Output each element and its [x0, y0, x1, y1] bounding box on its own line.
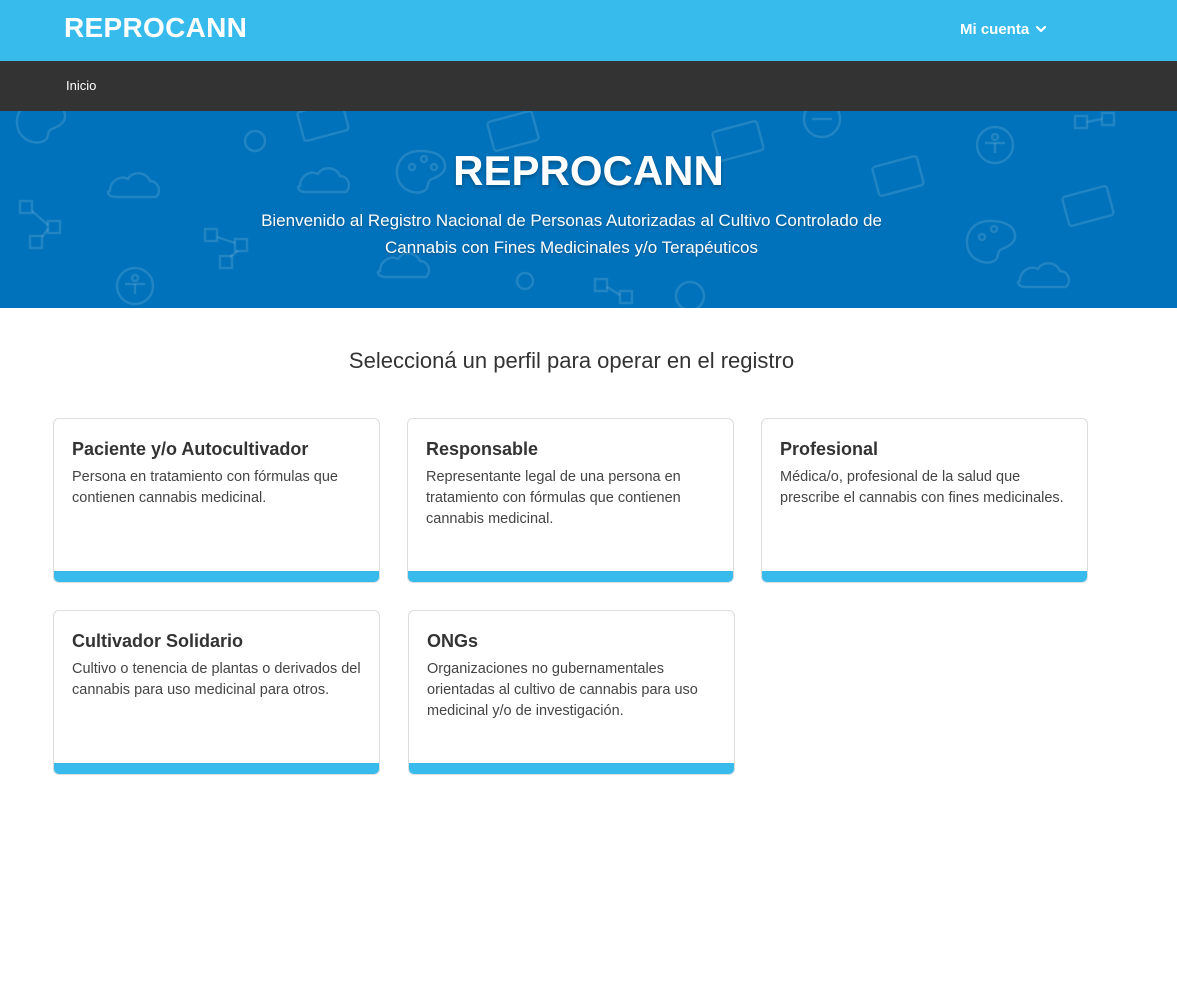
profile-card-title: Responsable [426, 439, 539, 459]
profile-card-description: Organizaciones no gubernamentales orientadas al cultivo de cannabis para uso medicinal y/o de investigación. [427, 661, 698, 719]
profile-card-accent-bar [54, 571, 379, 582]
hero-banner [0, 111, 1177, 308]
profile-card-description: Médica/o, profesional de la salud que prescribe el cannabis con fines medicinales. [780, 469, 1064, 506]
profile-card-accent-bar [762, 571, 1087, 582]
profile-card-ongs[interactable] [408, 610, 735, 775]
nav-link-home[interactable]: Inicio [66, 78, 97, 93]
account-menu-label: Mi cuenta [960, 20, 1030, 38]
profile-card-title: Cultivador Solidario [72, 631, 244, 651]
profile-card-description: Cultivo o tenencia de plantas o derivados del cannabis para uso medicinal para otros. [72, 661, 361, 698]
profile-card-accent-bar [54, 763, 379, 774]
profile-card-title: Paciente y/o Autocultivador [72, 439, 309, 459]
profile-card-cultivador-solidario[interactable] [53, 610, 380, 775]
profile-card-paciente[interactable] [53, 418, 380, 583]
profile-selection-heading: Seleccioná un perfil para operar en el registro [348, 348, 795, 373]
profile-card-description: Representante legal de una persona en tratamiento con fórmulas que contienen cannabis medicinal. [426, 469, 681, 527]
breadcrumb-nav [0, 61, 1177, 111]
profile-card-responsable[interactable] [407, 418, 734, 583]
chevron-down-icon [1035, 23, 1047, 35]
account-menu-button[interactable] [960, 19, 1047, 39]
profile-card-title: ONGs [427, 631, 479, 651]
profile-card-accent-bar [408, 571, 733, 582]
top-header [0, 0, 1177, 61]
profile-card-title: Profesional [780, 439, 879, 459]
profile-card-description: Persona en tratamiento con fórmulas que contienen cannabis medicinal. [72, 469, 338, 506]
profile-card-profesional[interactable] [761, 418, 1088, 583]
hero-subtitle: Bienvenido al Registro Nacional de Personas Autorizadas al Cultivo Controlado de Cannabis con Fines Medicinales y/o Terapéuticos [261, 211, 882, 257]
brand-logo-link[interactable]: REPROCANN [64, 12, 248, 43]
hero-title: REPROCANN [453, 147, 724, 194]
profile-card-accent-bar [409, 763, 734, 774]
